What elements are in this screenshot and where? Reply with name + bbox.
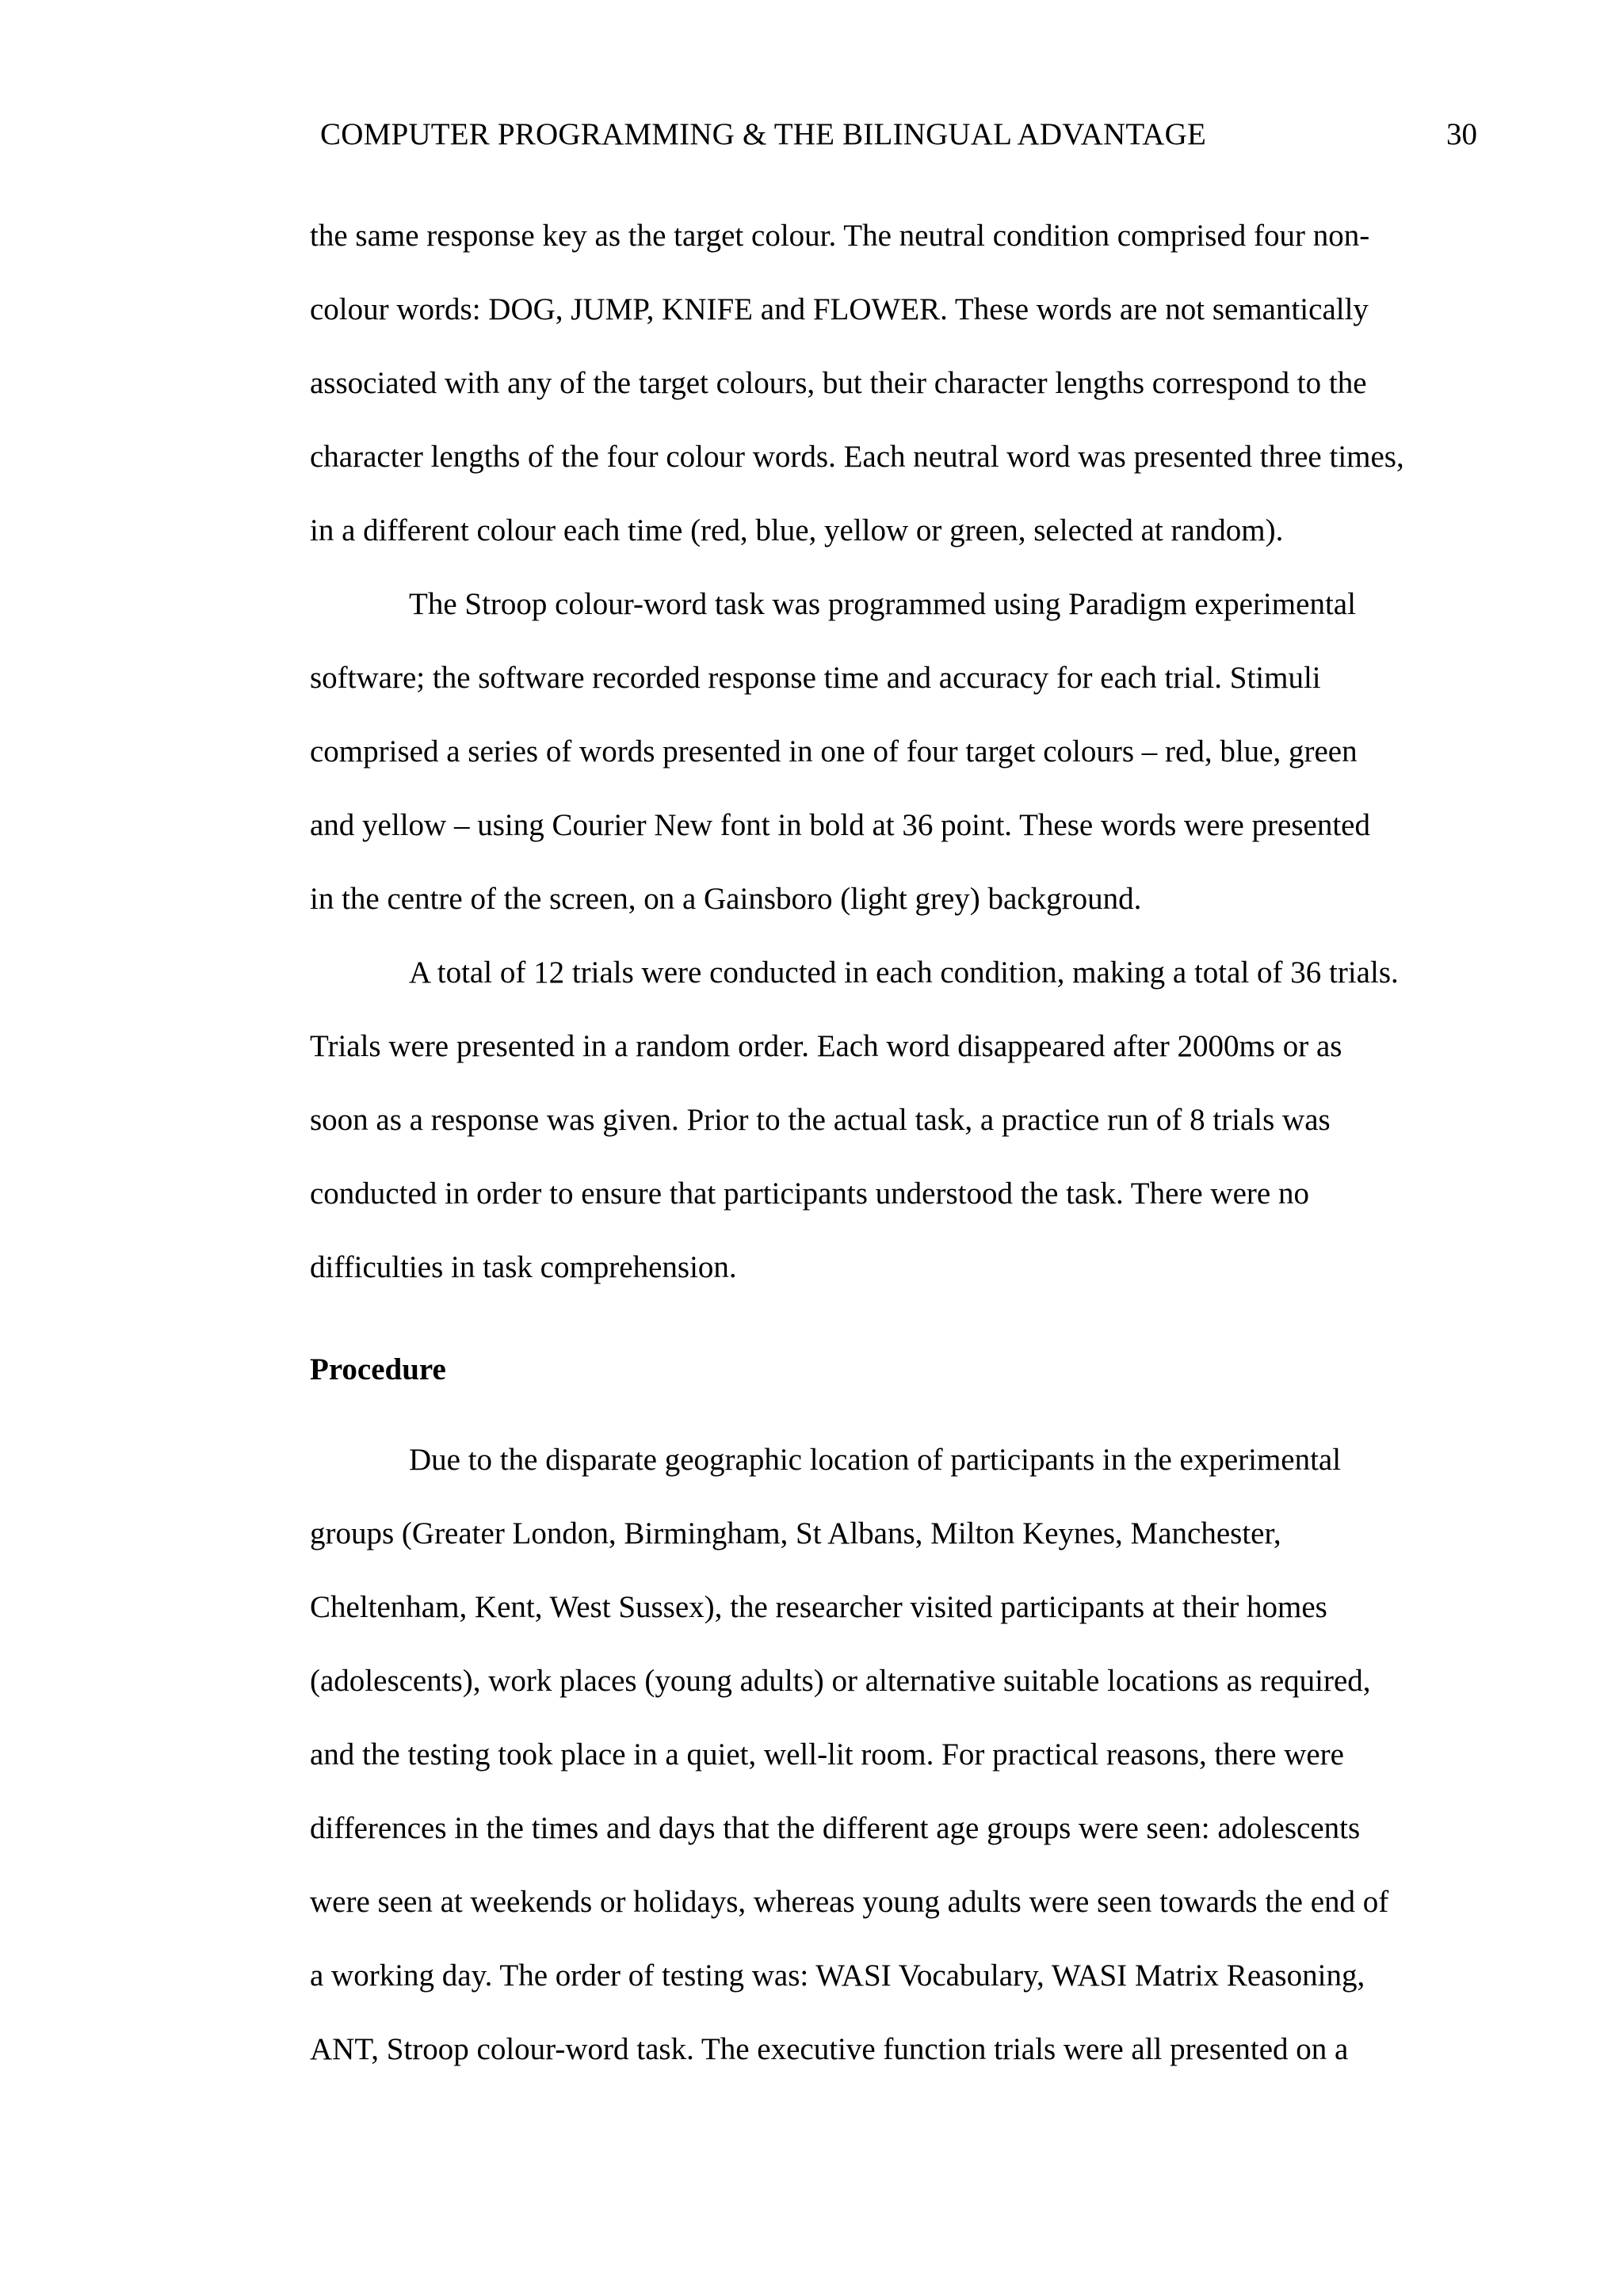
text-line: associated with any of the target colours, but their character lengths correspond to the [310,366,1367,400]
text-line: character lengths of the four colour words. Each neutral word was presented three times, [310,440,1404,474]
text-line: were seen at weekends or holidays, whereas young adults were seen towards the end of [310,1885,1389,1919]
text-line: soon as a response was given. Prior to the actual task, a practice run of 8 trials was [310,1103,1331,1137]
section-heading: Procedure [310,1352,446,1386]
text-line: Trials were presented in a random order. Each word disappeared after 2000ms or as [310,1029,1342,1063]
text-line: ANT, Stroop colour-word task. The executive function trials were all presented on a [310,2032,1349,2066]
text-line: Due to the disparate geographic location of participants in the experimental [409,1443,1342,1477]
text-line: software; the software recorded response time and accuracy for each trial. Stimuli [310,661,1321,695]
text-line: colour words: DOG, JUMP, KNIFE and FLOWER. These words are not semantically [310,292,1369,326]
text-line: comprised a series of words presented in one of four target colours – red, blue, green [310,734,1358,769]
text-line: and yellow – using Courier New font in bold at 36 point. These words were presented [310,808,1370,842]
text-line: in a different colour each time (red, blue, yellow or green, selected at random). [310,513,1284,547]
text-line: A total of 12 trials were conducted in each condition, making a total of 36 trials. [409,955,1399,990]
text-line: differences in the times and days that the different age groups were seen: adolescents [310,1811,1361,1845]
text-line: the same response key as the target colour. The neutral condition comprised four non- [310,219,1370,253]
text-line: Cheltenham, Kent, West Sussex), the researcher visited participants at their homes [310,1590,1327,1624]
text-line: The Stroop colour-word task was programmed using Paradigm experimental [409,587,1356,621]
text-line: and the testing took place in a quiet, well-lit room. For practical reasons, there were [310,1737,1344,1772]
text-line: (adolescents), work places (young adults) or alternative suitable locations as required, [310,1664,1371,1698]
running-head: COMPUTER PROGRAMMING & THE BILINGUAL ADVANTAGE [320,117,1206,151]
text-line: groups (Greater London, Birmingham, St Albans, Milton Keynes, Manchester, [310,1516,1281,1550]
text-line: conducted in order to ensure that participants understood the task. There were no [310,1177,1309,1211]
text-line: in the centre of the screen, on a Gainsboro (light grey) background. [310,882,1142,916]
text-line: difficulties in task comprehension. [310,1250,737,1284]
text-line: a working day. The order of testing was: WASI Vocabulary, WASI Matrix Reasoning, [310,1958,1365,1993]
page-number: 30 [1446,117,1477,151]
